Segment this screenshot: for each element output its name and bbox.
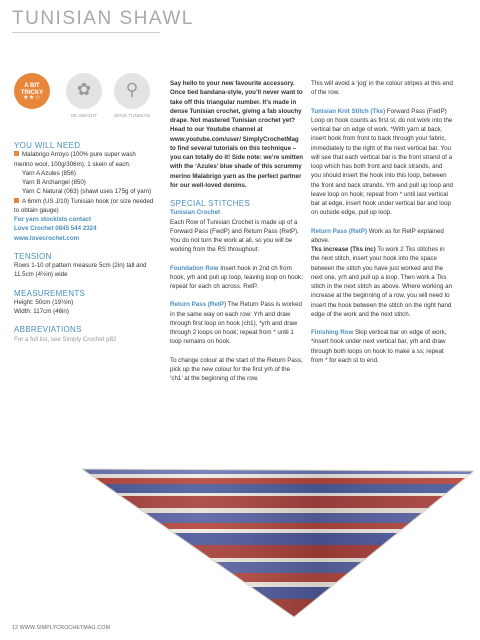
page-title: TUNISIAN SHAWL — [12, 8, 194, 29]
return-pass: Return Pass (RetP) The Return Pass is worked in the same way on each row: Yrh and draw through first loop on hook (ch1), *yrh and draw through 2 loops on hook; repeat from * until 1 loop remains on hook. — [170, 301, 302, 346]
materials-column — [14, 141, 156, 344]
jog-text: This will avoid a ‘jog’ in the colour stripes at this end of the row. — [311, 80, 453, 97]
hook-icon: ⚲ — [125, 80, 139, 99]
foundation-row: Foundation Row Insert hook in 2nd ch from hook, yrh and pull up loop, leaving loop on hook; repeat for each ch across. RetP. — [170, 264, 303, 290]
shawl-photo — [82, 467, 474, 619]
you-will-need-heading: YOU WILL NEED — [14, 141, 81, 150]
skill-line1: A BIT — [24, 83, 40, 89]
yarn-ball-icon: ✿ — [76, 80, 92, 99]
hook-item: A 6mm (US J/10) Tunisian hook (or size needed to obtain gauge) — [14, 197, 154, 214]
abbreviations-heading: ABBREVIATIONS — [14, 325, 82, 335]
special-stitches-heading: SPECIAL STITCHES — [170, 199, 251, 208]
stockists-line1: For yarn stockists contact — [14, 216, 92, 223]
yarn-weight-badge — [66, 73, 102, 109]
stockists-line2: Love Crochet 0845 544 2324 — [14, 225, 97, 233]
skill-line2: TRICKY — [20, 90, 44, 96]
title-divider — [12, 32, 160, 33]
measurements-heading: MEASUREMENTS — [14, 288, 86, 298]
abbreviations-text: For a full list, see Simply Crochet p82 — [14, 335, 117, 343]
yarn-a: Yarn A Azules (856) — [22, 169, 76, 177]
width-text: Width: 117cm (46in) — [14, 308, 69, 315]
finishing-row-text: Finishing Row Skip vertical bar on edge of work, *insert hook under next vertical bar, yrh and draw through both loops on hook to make a ss; repeat from * for each st to end. — [311, 329, 447, 364]
page-footer: 12 WWW.SIMPLYCROCHETMAG.COM — [12, 625, 111, 631]
height-text: Height: 50cm (19½in) — [14, 298, 74, 306]
yarn-c: Yarn C Natural (063) (shawl uses 175g of yarn) — [22, 188, 152, 196]
skill-level-badge — [14, 73, 50, 109]
bullet-icon — [14, 151, 19, 156]
tension-heading: TENSION — [14, 251, 52, 261]
pattern-badges — [14, 73, 156, 125]
yarn-item: Malabrigo Arroyo (100% pure super wash merino wool, 100g/306m), 1 skein of each: — [14, 151, 136, 168]
tunisian-crochet-text: Each Row of Tunisian Crochet is made up of a Forward Pass (FwdP) and Return Pass (RetP). You do not turn the work at all, so you will be working from the RS throughout: — [170, 218, 299, 254]
technique-badge — [114, 73, 150, 109]
stitches-column — [311, 79, 453, 365]
retp-text: Return Pass (RetP) Work as for RetP explained above. — [311, 227, 444, 244]
skill-stars: ★★☆ — [23, 95, 41, 101]
stockists-line3: www.lovecrochet.com — [14, 234, 80, 242]
tks-increase-text: Tks increase (Tks inc) To work 2 Tks stitches in the next stitch, insert your hook into the space between the stitch you have just worked and the next one, yrh and pull up a loop. Then work a Tks stitch in the next stitch as above. Where working an increase at the beginning of a row, you will need to insert the hook between the stitch on the right hand edge of the work and the next stitch. — [311, 246, 453, 318]
colour-change-text: To change colour at the start of the Return Pass, pick up the new colour for the first yrh of the ‘ch1’ at the beginning of the row. — [170, 356, 303, 382]
tks-text: Tunisian Knit Stitch (Tks) Forward Pass (FwdP) Loop on hook counts as first st, do not work into the vertical bar on edge of work. *With yarn at back, insert hook from front to back through your fabric, immediately to the right of the next vertical bar. You will see that each vertical bar is the front strand of a loop which has both front and back strands, and you should insert the hook into this loop, between the front and back strands. Yrh and pull up loop and leave loop on hook; repeat from * until last vertical bar at edge, insert hook under vertical bar and loop on outside edge, pull up loop. — [311, 107, 453, 217]
intro-column — [170, 79, 304, 383]
technique-label: WAVE TUNISIAN — [114, 113, 150, 118]
intro-text: Say hello to your new favourite accessory. Once tied bandana-style, you’ll never want to take off this triangular number. It’s made in dense Tunisian crochet, giving a fab slouchy drape. Not mastered Tunisian crochet yet? Head to our Youtube channel at www.youtube.com/user/ SimplyCrochetMag to find several tutorials on this technique – you can totally do it! Side note: we’re smitten with the ‘Azules’ blue shade of this scrummy merino Malabrigo yarn as the perfect partner for our well-loved denims. — [170, 80, 304, 189]
yarn-weight-label: DK WEIGHT — [70, 113, 98, 118]
yarn-b: Yarn B Archangel (850) — [22, 179, 86, 186]
bullet-icon — [14, 198, 19, 203]
tension-text: Rows 1-10 of pattern measure 5cm (2in) tall and 11.5cm (4½in) wide — [14, 262, 147, 279]
tunisian-crochet-heading: Tunisian Crochet — [170, 209, 221, 217]
